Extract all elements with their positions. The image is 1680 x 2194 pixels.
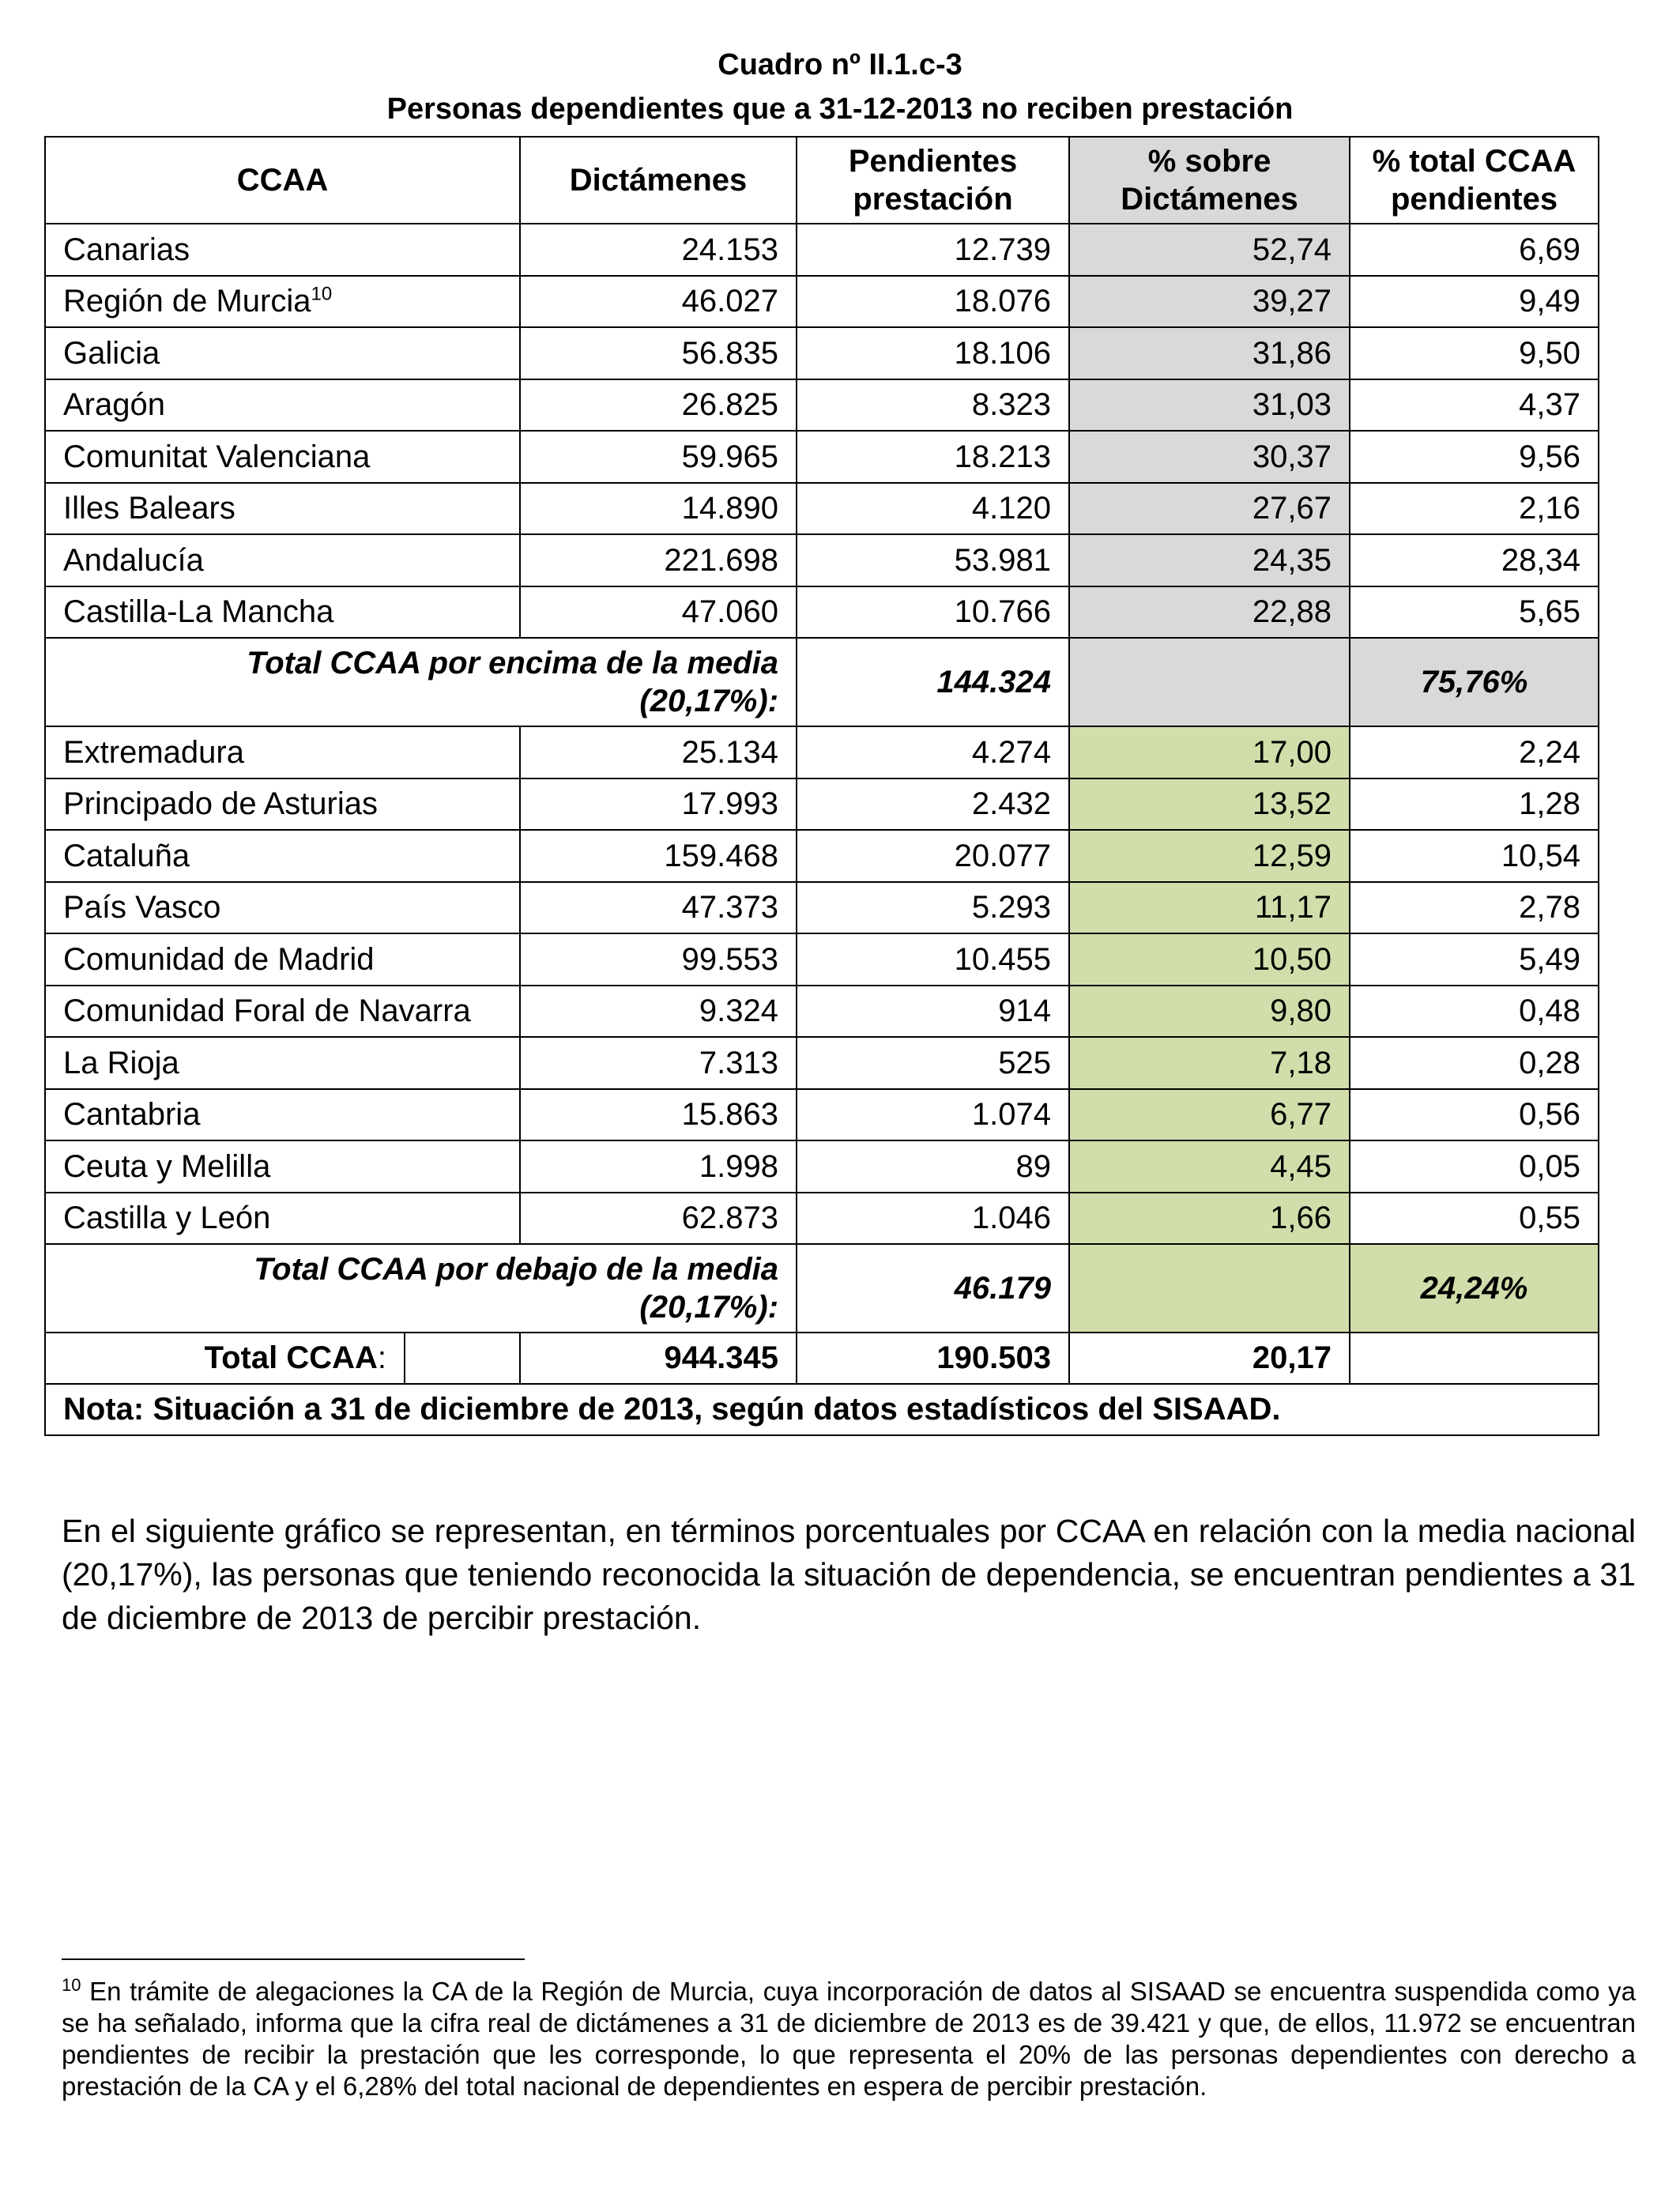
pendientes-cell — [797, 1037, 1069, 1089]
pct-dictamenes-cell — [1069, 276, 1350, 328]
pendientes-cell-text: 10.455 — [954, 941, 1052, 977]
pct-total-cell-text: 10,54 — [1501, 838, 1581, 873]
dictamenes-cell — [520, 830, 797, 882]
pendientes-cell — [797, 726, 1069, 778]
grand-total-colon: : — [377, 1340, 386, 1375]
col-header-pct-total — [1350, 137, 1599, 224]
table-row — [45, 778, 1599, 831]
pct-total-cell-text: 0,28 — [1519, 1045, 1581, 1080]
pct-dictamenes-cell — [1069, 1037, 1350, 1089]
ccaa-cell — [45, 726, 520, 778]
ccaa-cell — [45, 534, 520, 586]
grand-total-label-text: Total CCAA — [204, 1340, 378, 1375]
ccaa-cell-text: Castilla y León — [63, 1201, 271, 1236]
table-row — [45, 224, 1599, 276]
below-total-pendientes: 46.179 — [797, 1244, 1069, 1333]
pct-total-cell — [1350, 534, 1599, 586]
ccaa-cell-text: Principado de Asturias — [63, 786, 379, 822]
table-row — [45, 586, 1599, 639]
dictamenes-cell-text: 15.863 — [681, 1097, 779, 1133]
dictamenes-cell-text: 1.998 — [699, 1148, 779, 1184]
footnote — [62, 1976, 1636, 2102]
above-total-pct-total: 75,76% — [1350, 638, 1599, 726]
grand-total-pct: 20,17 — [1069, 1333, 1350, 1384]
pct-total-cell-text: 28,34 — [1501, 542, 1581, 578]
pct-dictamenes-cell-text: 39,27 — [1252, 284, 1332, 319]
dictamenes-cell — [520, 1140, 797, 1193]
grand-total-dictamenes: 944.345 — [520, 1333, 797, 1384]
dictamenes-cell — [520, 726, 797, 778]
col-header-pendientes — [797, 137, 1069, 224]
pct-dictamenes-cell-text: 1,66 — [1270, 1201, 1332, 1236]
pct-total-cell-text: 5,49 — [1519, 941, 1581, 977]
pct-total-cell — [1350, 726, 1599, 778]
body-paragraph: En el siguiente gráfico se representan, en términos porcentuales por CCAA en relación con la media nacional (20,17%), las personas que teniendo reconocida la situación de dependencia, se encuentran pendientes a 31 de diciembre de 2013 de percibir prestación. — [62, 1513, 1636, 1636]
col-header-pct-dictamenes-line1: % sobre — [1147, 144, 1271, 179]
dictamenes-cell-text: 14.890 — [681, 491, 779, 526]
pendientes-cell-text: 10.766 — [954, 594, 1052, 630]
pendientes-cell — [797, 586, 1069, 639]
dictamenes-cell — [520, 882, 797, 934]
pendientes-cell-text: 4.274 — [971, 734, 1052, 770]
col-header-pendientes-line1: Pendientes — [848, 144, 1018, 179]
above-total-pendientes: 144.324 — [797, 638, 1069, 726]
ccaa-cell — [45, 276, 520, 328]
pct-dictamenes-cell — [1069, 1089, 1350, 1141]
pct-total-cell-text: 6,69 — [1519, 232, 1581, 267]
ccaa-cell — [45, 882, 520, 934]
pct-dictamenes-cell — [1069, 224, 1350, 276]
dictamenes-cell — [520, 276, 797, 328]
above-total-label-line1: Total CCAA por encima de la media — [247, 646, 779, 680]
table-row — [45, 933, 1599, 986]
dictamenes-cell-text: 99.553 — [681, 941, 779, 977]
pct-dictamenes-cell — [1069, 1193, 1350, 1245]
dictamenes-cell-text: 47.373 — [681, 890, 779, 925]
pct-dictamenes-cell — [1069, 586, 1350, 639]
table-row — [45, 379, 1599, 432]
table-row — [45, 483, 1599, 535]
above-total-pct-empty — [1069, 638, 1350, 726]
dictamenes-cell — [520, 986, 797, 1038]
ccaa-cell — [45, 1140, 520, 1193]
pendientes-cell — [797, 1193, 1069, 1245]
dictamenes-cell-text: 46.027 — [681, 284, 779, 319]
ccaa-cell-text: Cataluña — [63, 838, 190, 873]
pendientes-cell-text: 5.293 — [971, 890, 1052, 925]
pendientes-cell — [797, 224, 1069, 276]
above-total-label-line2: (20,17%): — [639, 684, 779, 718]
ccaa-cell-text: Galicia — [63, 335, 160, 371]
below-total-label-line1: Total CCAA por debajo de la media — [254, 1252, 779, 1287]
pct-total-cell — [1350, 986, 1599, 1038]
pct-total-cell-text: 9,50 — [1519, 335, 1581, 371]
pct-dictamenes-cell-text: 17,00 — [1252, 734, 1332, 770]
ccaa-cell — [45, 986, 520, 1038]
pct-total-cell — [1350, 1140, 1599, 1193]
col-header-dictamenes: Dictámenes — [520, 137, 797, 224]
table-row — [45, 276, 1599, 328]
pct-dictamenes-cell-text: 22,88 — [1252, 594, 1332, 630]
header-row — [45, 137, 1599, 224]
table-title: Cuadro nº II.1.c-3 — [718, 48, 962, 81]
dictamenes-cell — [520, 933, 797, 986]
pendientes-cell — [797, 882, 1069, 934]
pct-dictamenes-cell — [1069, 933, 1350, 986]
ccaa-cell — [45, 1037, 520, 1089]
pendientes-cell — [797, 1089, 1069, 1141]
table-row — [45, 830, 1599, 882]
pendientes-cell-text: 18.213 — [954, 439, 1052, 474]
dictamenes-cell — [520, 327, 797, 379]
pct-dictamenes-cell — [1069, 882, 1350, 934]
pct-total-cell-text: 0,55 — [1519, 1201, 1581, 1236]
dictamenes-cell-text: 62.873 — [681, 1201, 779, 1236]
table-row — [45, 534, 1599, 586]
table-body — [45, 224, 1599, 1435]
ccaa-cell-text: Aragón — [63, 387, 165, 423]
dictamenes-cell-text: 24.153 — [681, 232, 779, 267]
pct-dictamenes-cell-text: 12,59 — [1252, 838, 1332, 873]
pendientes-cell — [797, 276, 1069, 328]
ccaa-cell — [45, 1089, 520, 1141]
ccaa-cell-text: Comunidad de Madrid — [63, 941, 375, 977]
table-row — [45, 1089, 1599, 1141]
table-row — [45, 726, 1599, 778]
pct-total-cell-text: 0,05 — [1519, 1148, 1581, 1184]
col-header-ccaa: CCAA — [45, 137, 520, 224]
table-row — [45, 1140, 1599, 1193]
ccaa-cell-text: Castilla-La Mancha — [63, 594, 334, 630]
dictamenes-cell-text: 59.965 — [681, 439, 779, 474]
ccaa-cell — [45, 483, 520, 535]
pct-dictamenes-cell-text: 10,50 — [1252, 941, 1332, 977]
pct-total-cell-text: 2,16 — [1519, 491, 1581, 526]
pct-dictamenes-cell-text: 31,03 — [1252, 387, 1332, 423]
pct-dictamenes-cell — [1069, 778, 1350, 831]
ccaa-cell — [45, 379, 520, 432]
footnote-ref: 10 — [311, 283, 333, 305]
pendientes-cell — [797, 986, 1069, 1038]
pendientes-cell-text: 18.076 — [954, 284, 1052, 319]
pct-total-cell-text: 9,56 — [1519, 439, 1581, 474]
pendientes-cell-text: 1.046 — [971, 1201, 1052, 1236]
pct-dictamenes-cell-text: 6,77 — [1270, 1097, 1332, 1133]
dictamenes-cell — [520, 1089, 797, 1141]
pct-dictamenes-cell-text: 52,74 — [1252, 232, 1332, 267]
pct-dictamenes-cell — [1069, 1140, 1350, 1193]
pct-total-cell — [1350, 778, 1599, 831]
pct-total-cell-text: 0,56 — [1519, 1097, 1581, 1133]
ccaa-cell-text: Illes Balears — [63, 491, 235, 526]
pendientes-cell-text: 2.432 — [971, 786, 1052, 822]
table-row — [45, 1193, 1599, 1245]
below-average-total-row — [45, 1244, 1599, 1333]
pct-total-cell — [1350, 882, 1599, 934]
dictamenes-cell-text: 47.060 — [681, 594, 779, 630]
above-total-label — [45, 638, 797, 726]
ccaa-cell-text: Cantabria — [63, 1097, 201, 1133]
pct-total-cell-text: 2,78 — [1519, 890, 1581, 925]
footnote-separator — [62, 1958, 525, 1960]
dictamenes-cell — [520, 586, 797, 639]
pct-total-cell-text: 0,48 — [1519, 993, 1581, 1029]
dictamenes-cell-text: 25.134 — [681, 734, 779, 770]
pct-dictamenes-cell-text: 11,17 — [1254, 890, 1332, 925]
pct-dictamenes-cell-text: 30,37 — [1252, 439, 1332, 474]
pct-dictamenes-cell-text: 9,80 — [1270, 993, 1332, 1029]
table-row — [45, 327, 1599, 379]
pct-dictamenes-cell-text: 27,67 — [1252, 491, 1332, 526]
pct-total-cell — [1350, 327, 1599, 379]
pct-total-cell — [1350, 276, 1599, 328]
pendientes-cell — [797, 379, 1069, 432]
pct-total-cell-text: 4,37 — [1519, 387, 1581, 423]
pendientes-cell — [797, 534, 1069, 586]
grand-total-label — [45, 1333, 405, 1384]
pendientes-cell-text: 89 — [1015, 1148, 1052, 1184]
pct-dictamenes-cell-text: 24,35 — [1252, 542, 1332, 578]
pct-dictamenes-cell-text: 7,18 — [1270, 1045, 1332, 1080]
pct-dictamenes-cell-text: 31,86 — [1252, 335, 1332, 371]
dictamenes-cell-text: 26.825 — [681, 387, 779, 423]
pct-total-cell — [1350, 933, 1599, 986]
pct-total-cell — [1350, 379, 1599, 432]
dictamenes-cell — [520, 224, 797, 276]
table-subtitle: Personas dependientes que a 31-12-2013 no reciben prestación — [386, 92, 1294, 126]
footnote-text: En trámite de alegaciones la CA de la Región de Murcia, cuya incorporación de datos al SISAAD se encuentra suspendida como ya se ha señalado, informa que la cifra real de dictámenes a 31 de diciembre de 2013 es de 39.421 y que, de ellos, 11.972 se encuentran pendientes de recibir la prestación que les corresponde, lo que representa el 20% de las personas dependientes con derecho a prestación de la CA y el 6,28% del total nacional de dependientes en espera de percibir prestación. — [62, 1977, 1636, 2101]
dependientes-table — [44, 136, 1599, 1436]
col-header-pct-dictamenes-line2: Dictámenes — [1121, 182, 1298, 217]
dictamenes-cell — [520, 379, 797, 432]
nota-row — [45, 1384, 1599, 1435]
ccaa-cell-text: Comunidad Foral de Navarra — [63, 993, 471, 1029]
pct-total-cell — [1350, 830, 1599, 882]
pendientes-cell-text: 914 — [998, 993, 1052, 1029]
pendientes-cell — [797, 933, 1069, 986]
pct-total-cell — [1350, 586, 1599, 639]
pct-total-cell — [1350, 1193, 1599, 1245]
dictamenes-cell — [520, 1037, 797, 1089]
table-row — [45, 986, 1599, 1038]
col-header-pct-total-line2: pendientes — [1390, 182, 1558, 217]
below-total-pct-total: 24,24% — [1350, 1244, 1599, 1333]
pct-total-cell — [1350, 1089, 1599, 1141]
ccaa-cell — [45, 778, 520, 831]
pct-dictamenes-cell — [1069, 483, 1350, 535]
pct-total-cell — [1350, 431, 1599, 483]
pendientes-cell-text: 53.981 — [954, 542, 1052, 578]
grand-total-empty — [1350, 1333, 1599, 1384]
pct-total-cell-text: 9,49 — [1519, 284, 1581, 319]
pct-total-cell — [1350, 1037, 1599, 1089]
ccaa-cell-text: Región de Murcia — [63, 284, 311, 319]
pct-dictamenes-cell — [1069, 830, 1350, 882]
pct-total-cell — [1350, 483, 1599, 535]
ccaa-cell-text: País Vasco — [63, 890, 221, 925]
dictamenes-cell-text: 9.324 — [699, 993, 779, 1029]
pendientes-cell — [797, 778, 1069, 831]
pct-dictamenes-cell-text: 4,45 — [1270, 1148, 1332, 1184]
ccaa-cell — [45, 327, 520, 379]
ccaa-cell-text: La Rioja — [63, 1045, 179, 1080]
dictamenes-cell — [520, 1193, 797, 1245]
pendientes-cell — [797, 1140, 1069, 1193]
table-row — [45, 1037, 1599, 1089]
ccaa-cell — [45, 224, 520, 276]
pct-dictamenes-cell-text: 13,52 — [1252, 786, 1332, 822]
ccaa-cell — [45, 830, 520, 882]
table-row — [45, 431, 1599, 483]
dictamenes-cell — [520, 534, 797, 586]
above-average-total-row — [45, 638, 1599, 726]
below-total-label-line2: (20,17%): — [639, 1290, 779, 1325]
pendientes-cell-text: 525 — [998, 1045, 1052, 1080]
dictamenes-cell — [520, 778, 797, 831]
dictamenes-cell — [520, 483, 797, 535]
nota-text: Nota: Situación a 31 de diciembre de 2013, según datos estadísticos del SISAAD. — [45, 1384, 1599, 1435]
col-header-pct-dictamenes — [1069, 137, 1350, 224]
pct-dictamenes-cell — [1069, 327, 1350, 379]
pct-dictamenes-cell — [1069, 726, 1350, 778]
ccaa-cell-text: Canarias — [63, 232, 190, 267]
pendientes-cell-text: 1.074 — [971, 1097, 1052, 1133]
col-header-pct-total-line1: % total CCAA — [1372, 144, 1576, 179]
ccaa-cell — [45, 586, 520, 639]
dictamenes-cell-text: 7.313 — [699, 1045, 779, 1080]
pct-total-cell — [1350, 224, 1599, 276]
dictamenes-cell — [520, 431, 797, 483]
pct-total-cell-text: 5,65 — [1519, 594, 1581, 630]
grand-total-spacer — [405, 1333, 520, 1384]
pendientes-cell-text: 12.739 — [954, 232, 1052, 267]
pendientes-cell-text: 18.106 — [954, 335, 1052, 371]
pendientes-cell-text: 20.077 — [954, 838, 1052, 873]
ccaa-cell-text: Comunitat Valenciana — [63, 439, 371, 474]
below-total-label — [45, 1244, 797, 1333]
ccaa-cell — [45, 933, 520, 986]
pendientes-cell — [797, 431, 1069, 483]
ccaa-cell-text: Andalucía — [63, 542, 204, 578]
footnote-number: 10 — [62, 1975, 81, 1995]
below-total-pct-empty — [1069, 1244, 1350, 1333]
grand-total-row — [45, 1333, 1599, 1384]
ccaa-cell-text: Ceuta y Melilla — [63, 1148, 271, 1184]
pendientes-cell — [797, 483, 1069, 535]
pct-dictamenes-cell — [1069, 534, 1350, 586]
dictamenes-cell-text: 56.835 — [681, 335, 779, 371]
pct-dictamenes-cell — [1069, 986, 1350, 1038]
pct-total-cell-text: 1,28 — [1519, 786, 1581, 822]
pendientes-cell — [797, 327, 1069, 379]
pendientes-cell — [797, 830, 1069, 882]
ccaa-cell — [45, 431, 520, 483]
pct-dictamenes-cell — [1069, 379, 1350, 432]
dictamenes-cell-text: 17.993 — [681, 786, 779, 822]
table-row — [45, 882, 1599, 934]
pct-total-cell-text: 2,24 — [1519, 734, 1581, 770]
dictamenes-cell-text: 221.698 — [664, 542, 779, 578]
dictamenes-cell-text: 159.468 — [664, 838, 779, 873]
col-header-pendientes-line2: prestación — [853, 182, 1013, 217]
pendientes-cell-text: 8.323 — [971, 387, 1052, 423]
pct-dictamenes-cell — [1069, 431, 1350, 483]
ccaa-cell — [45, 1193, 520, 1245]
ccaa-cell-text: Extremadura — [63, 734, 244, 770]
pendientes-cell-text: 4.120 — [971, 491, 1052, 526]
grand-total-pendientes: 190.503 — [797, 1333, 1069, 1384]
